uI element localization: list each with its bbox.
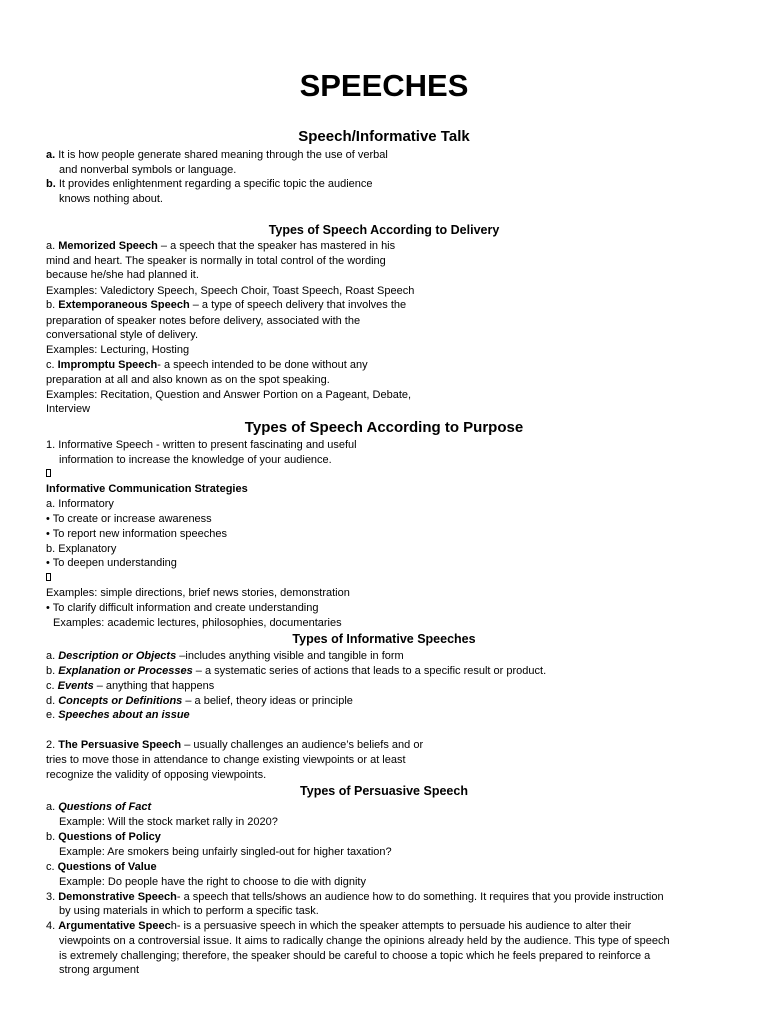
s5-d4-text: h- is a persuasive speech in which the speaker attempts to persuade his audience to alter their [170,920,632,932]
s4-e-prefix: e. [46,709,59,721]
s4-item-a [46,649,404,664]
s4-p2-prefix: 2. [46,739,59,751]
s5-item-a-example: Example: Will the stock market rally in 2020? [59,816,278,828]
s2-item-c [46,358,368,373]
s2-item-b [46,298,406,313]
s3-informatory: a. Informatory [46,498,114,510]
s4-b-text: – a systematic series of actions that leads to a specific result or product. [192,665,547,677]
s2-a-prefix: a. [46,240,59,252]
s5-argumentative-speech-line3: is extremely challenging; therefore, the speaker should be careful to choose a topic which he feels prepared to reinforce a [59,949,651,962]
s2-item-a-line2: mind and heart. The speaker is normally in total control of the wording [46,254,386,267]
s4-item-e [46,708,190,723]
s2-item-c-examples-cont: Interview [46,403,91,415]
s3-missing-glyph-2 [46,571,51,586]
s3-informatory-bullet-2: • To report new information speeches [46,527,227,540]
s4-c-prefix: c. [46,680,58,692]
s4-c-text: – anything that happens [93,680,215,692]
missing-glyph-icon [46,469,51,477]
s1-item-a [46,148,388,163]
s4-item-d [46,694,353,709]
s2-b-text: – a type of speech delivery that involves the [189,299,407,311]
s2-item-b-line3: conversational style of delivery. [46,329,199,341]
s4-e-term: Speeches about an issue [58,709,190,721]
s5-argumentative-speech [46,919,631,934]
s2-item-c-line2: preparation at all and also known as on the spot speaking. [46,373,330,386]
s5-argumentative-speech-line4: strong argument [59,964,140,976]
s1-item-b-cont: knows nothing about. [59,192,163,205]
s4-p2-term: The Persuasive Speech [58,739,182,751]
heading-types-of-persuasive-speech: Types of Persuasive Speech [300,784,468,798]
s2-c-prefix: c. [46,359,58,371]
s4-c-term: Events [57,680,94,692]
s1-a-label: a. [46,149,56,161]
heading-types-by-delivery: Types of Speech According to Delivery [268,223,500,237]
s2-item-a [46,239,395,254]
s5-demonstrative-speech-cont: by using materials in which to perform a specific task. [59,905,319,917]
s2-a-text: – a speech that the speaker has mastered in his [157,240,396,252]
s4-persuasive-speech-line3: recognize the validity of opposing viewpoints. [46,768,267,781]
s4-d-term: Concepts or Definitions [58,694,183,707]
s1-a-text: It is how people generate shared meaning through the use of verbal [55,149,388,161]
s4-item-c [46,679,214,694]
s4-d-prefix: d. [46,694,59,707]
s3-informative-speech-cont: information to increase the knowledge of your audience. [59,454,332,466]
s3-clarify-bullet: • To clarify difficult information and create understanding [46,602,319,614]
s5-item-c-example: Example: Do people have the right to choose to die with dignity [59,876,366,888]
s5-b-prefix: b. [46,831,59,843]
s5-a-prefix: a. [46,801,59,813]
s5-d4-prefix: 4. [46,920,59,932]
s5-item-c [46,860,157,875]
s2-a-term: Memorized Speech [58,240,158,252]
s3-examples-2: Examples: academic lectures, philosophies, documentaries [53,617,342,629]
s5-d4-term: Argumentative Speec [58,920,171,932]
s5-item-b [46,830,161,845]
heading-types-of-informative-speeches: Types of Informative Speeches [292,632,476,646]
s5-d3-text: - a speech that tells/shows an audience how to do something. It requires that you provide instruction [176,890,664,903]
s3-informative-speech: 1. Informative Speech - written to present fascinating and useful [46,439,357,451]
s4-b-term: Explanation or Processes [58,665,193,677]
s5-argumentative-speech-line2: viewpoints on a controversial issue. It aims to radically change the opinions already held by the audience. This type of speech [59,934,670,947]
s3-strategies-heading: Informative Communication Strategies [46,483,248,495]
s2-item-c-examples: Examples: Recitation, Question and Answer Portion on a Pageant, Debate, [46,388,412,401]
s4-a-term: Description or Objects [58,650,177,662]
s4-b-prefix: b. [46,665,59,677]
s3-explanatory: b. Explanatory [46,542,117,555]
s5-item-b-example: Example: Are smokers being unfairly singled-out for higher taxation? [59,846,392,858]
s1-b-text: It provides enlightenment regarding a specific topic the audience [55,178,373,190]
s2-b-term: Extemporaneous Speech [58,299,190,311]
s3-missing-glyph-1 [46,467,51,482]
s4-persuasive-speech-line2: tries to move those in attendance to change existing viewpoints or at least [46,754,406,766]
s1-item-a-cont: and nonverbal symbols or language. [59,163,237,176]
s1-item-b [46,177,373,192]
s2-item-b-examples: Examples: Lecturing, Hosting [46,344,190,356]
s5-item-a [46,800,151,815]
s4-persuasive-speech [46,738,423,753]
s4-a-prefix: a. [46,650,59,662]
s5-demonstrative-speech [46,890,664,905]
s3-explanatory-bullet-1: • To deepen understanding [46,557,177,569]
s5-a-term: Questions of Fact [58,801,152,813]
heading-speech-informative-talk: Speech/Informative Talk [298,128,470,145]
s5-d3-prefix: 3. [46,890,59,903]
s5-c-prefix: c. [46,860,58,873]
s1-b-label: b. [46,178,56,190]
s4-item-b [46,664,546,679]
s2-item-a-line3: because he/she had planned it. [46,269,199,281]
s3-examples-1: Examples: simple directions, brief news stories, demonstration [46,587,350,599]
s3-informatory-bullet-1: • To create or increase awareness [46,513,212,525]
s5-d3-term: Demonstrative Speech [58,890,177,903]
s2-item-b-line2: preparation of speaker notes before delivery, associated with the [46,314,361,327]
s4-d-text: – a belief, theory ideas or principle [182,694,353,707]
s2-b-prefix: b. [46,299,59,311]
heading-types-by-purpose: Types of Speech According to Purpose [244,419,524,436]
s4-a-text: –includes anything visible and tangible in form [176,650,404,662]
s4-p2-text: – usually challenges an audience’s beliefs and or [181,739,424,751]
s2-c-term: Impromptu Speech [57,359,158,371]
s2-c-text: - a speech intended to be done without any [157,359,368,371]
document-title: SPEECHES [299,68,469,103]
s5-b-term: Questions of Policy [58,831,161,843]
s2-item-a-examples: Examples: Valedictory Speech, Speech Choir, Toast Speech, Roast Speech [46,284,415,297]
missing-glyph-icon [46,573,51,581]
s5-c-term: Questions of Value [57,860,157,873]
